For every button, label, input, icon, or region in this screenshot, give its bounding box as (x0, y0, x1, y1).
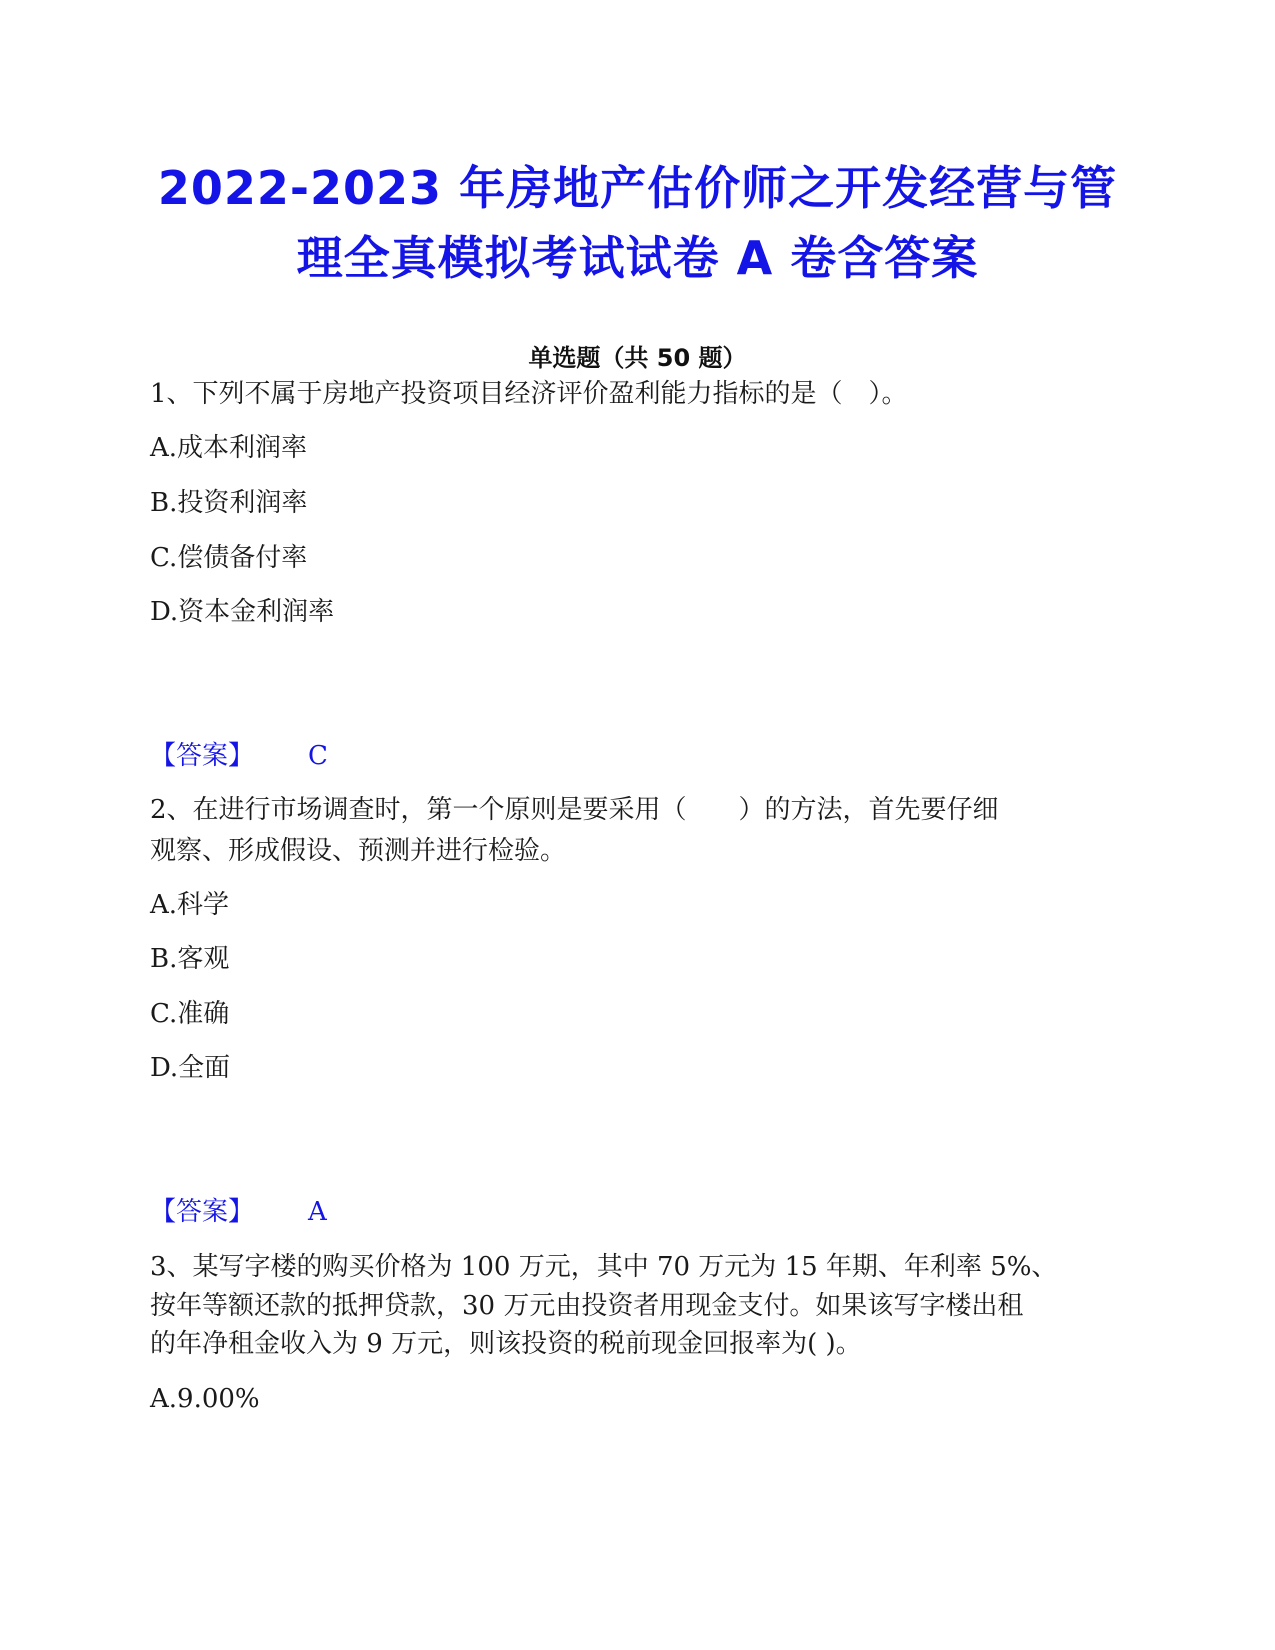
document-title-line-1: 2022-2023 年房地产估价师之开发经营与管 (157, 161, 1118, 215)
question-1-option-a: A.成本利润率 (150, 433, 308, 463)
question-3-stem-line-1: 3、某写字楼的购买价格为 100 万元，其中 70 万元为 15 年期、年利率 5%、 (150, 1252, 1058, 1282)
document-title-line-2: 理全真模拟考试试卷 A 卷含答案 (296, 231, 979, 285)
question-3-stem-line-2: 按年等额还款的抵押贷款，30 万元由投资者用现金支付。如果该写字楼出租 (150, 1291, 1024, 1321)
question-2-answer-label: 【答案】 (150, 1197, 255, 1227)
question-3-stem-line-3: 的年净租金收入为 9 万元，则该投资的税前现金回报率为( )。 (150, 1329, 862, 1359)
question-2-option-d: D.全面 (150, 1053, 231, 1083)
question-1-answer: C (308, 741, 328, 771)
question-2-stem-line-2: 观察、形成假设、预测并进行检验。 (150, 836, 567, 866)
question-2-option-a: A.科学 (150, 890, 230, 920)
question-2-option-c: C.准确 (150, 999, 230, 1029)
question-1-answer-label: 【答案】 (150, 741, 255, 771)
section-heading: 单选题（共 50 题） (528, 344, 747, 372)
question-2-option-b: B.客观 (150, 944, 230, 974)
question-1-stem: 1、下列不属于房地产投资项目经济评价盈利能力指标的是（ ）。 (150, 379, 908, 409)
question-1-option-b: B.投资利润率 (150, 488, 308, 518)
question-3-option-a: A.9.00% (150, 1384, 260, 1414)
question-2-stem-line-1: 2、在进行市场调查时，第一个原则是要采用（ ）的方法，首先要仔细 (150, 795, 999, 825)
question-2-answer: A (308, 1197, 327, 1227)
question-1-option-c: C.偿债备付率 (150, 543, 308, 573)
question-1-option-d: D.资本金利润率 (150, 597, 335, 627)
